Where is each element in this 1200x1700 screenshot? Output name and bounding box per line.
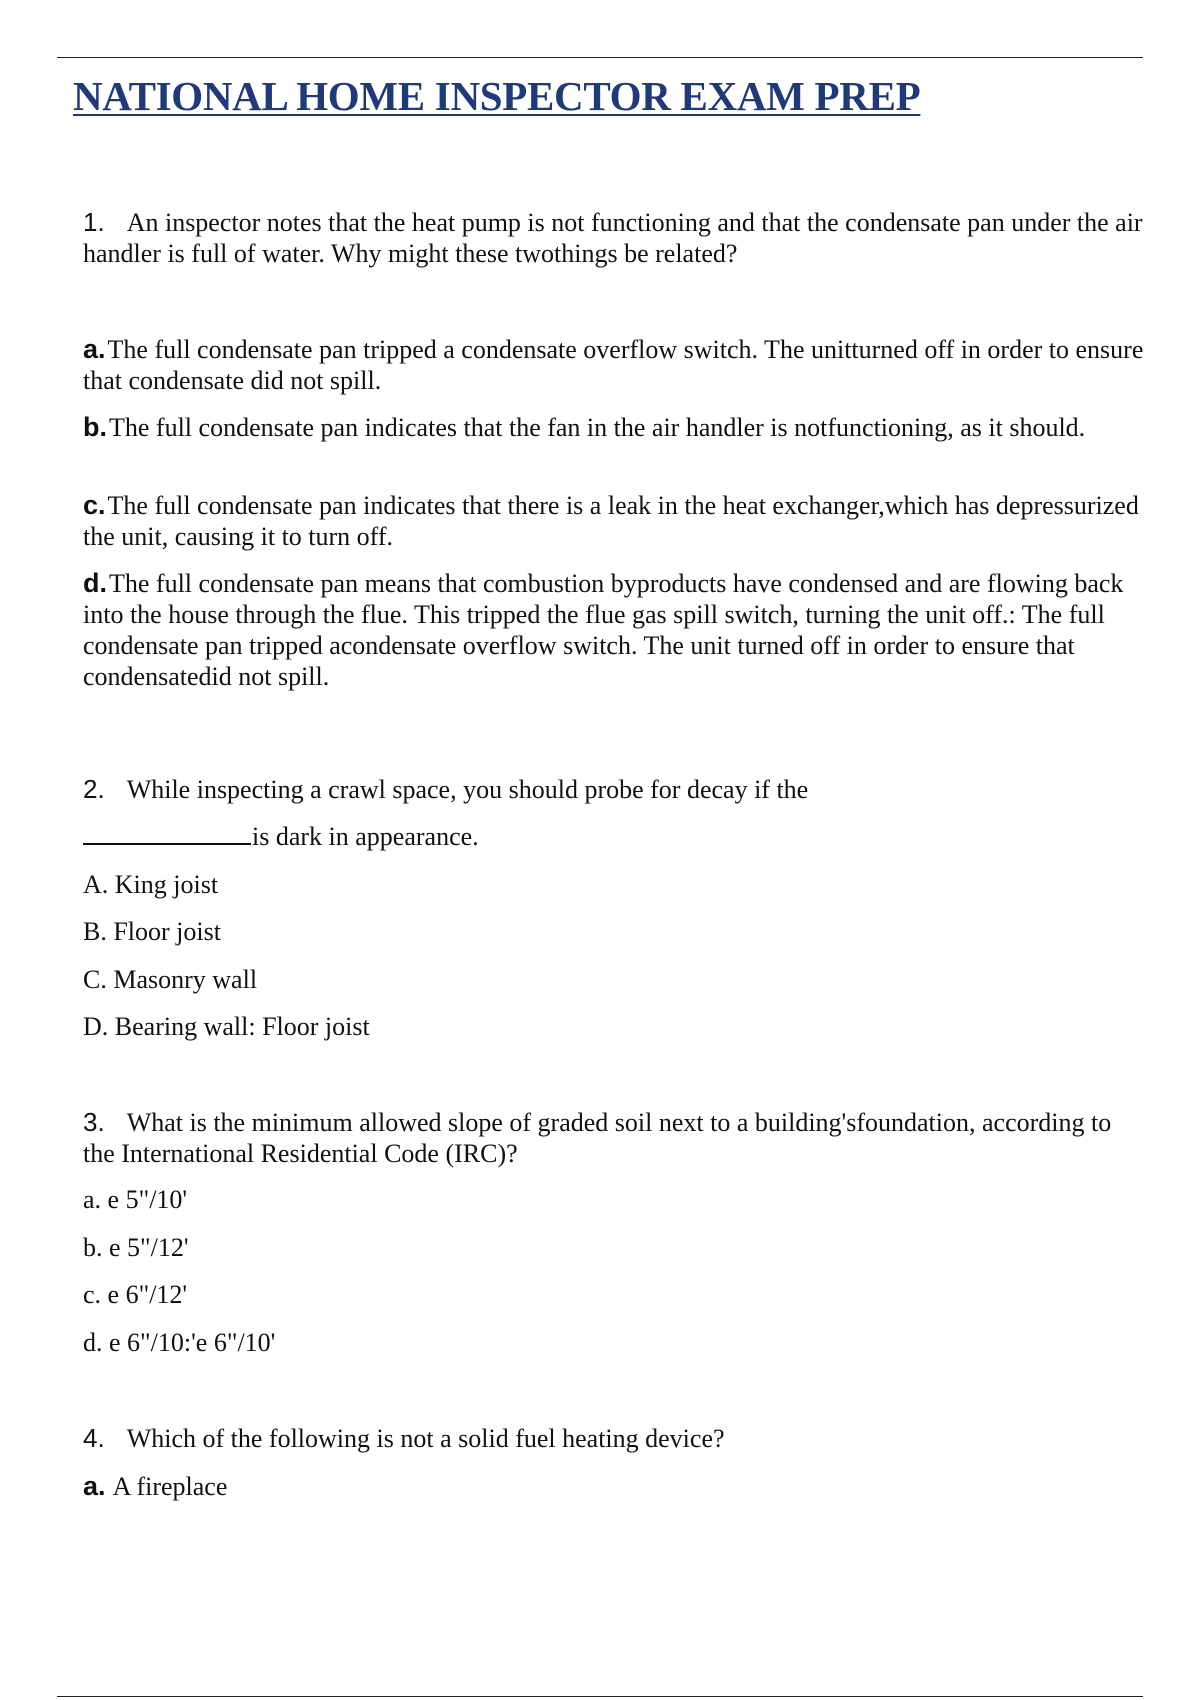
bottom-rule: [57, 1696, 1143, 1697]
question-2-option-a: [83, 869, 1148, 900]
question-3-option-b: [83, 1232, 1148, 1263]
option-text: The full condensate pan indicates that there is a leak in the heat exchanger,which has depressurized the unit, causing it to turn off.: [83, 491, 1139, 551]
question-1: [83, 207, 1148, 269]
question-2-option-d: [83, 1011, 1148, 1042]
option-text: A. King joist: [83, 870, 219, 899]
question-number: 2.: [83, 774, 105, 804]
option-text: The full condensate pan indicates that the fan in the air handler is notfunctioning, as it should.: [109, 413, 1086, 442]
question-1-option-a: [83, 334, 1148, 396]
question-3-option-d: [83, 1327, 1148, 1358]
option-letter: a.: [83, 1471, 106, 1501]
question-2-option-c: [83, 964, 1148, 995]
document-title: NATIONAL HOME INSPECTOR EXAM PREP: [73, 73, 921, 119]
option-text: a. e 5"/10': [83, 1185, 188, 1214]
option-text: B. Floor joist: [83, 917, 221, 946]
option-text: The full condensate pan tripped a condensate overflow switch. The unitturned off in order to ensure that condensate did not spill.: [83, 335, 1144, 395]
option-text: C. Masonry wall: [83, 965, 258, 994]
question-text: Which of the following is not a solid fuel heating device?: [126, 1424, 725, 1453]
question-1-option-d: [83, 568, 1148, 692]
question-number: 1.: [83, 207, 105, 237]
question-text: While inspecting a crawl space, you should probe for decay if the: [126, 775, 809, 804]
question-3: [83, 1107, 1148, 1169]
option-text: b. e 5"/12': [83, 1233, 189, 1262]
option-text: The full condensate pan means that combustion byproducts have condensed and are flowing back into the house through the flue. This tripped the flue gas spill switch, turning the unit off.: The full condensate pan tripped acondensate overflow switch. The unit turned off in order to ensure that condensatedid not spill.: [83, 569, 1124, 691]
question-3-option-c: [83, 1279, 1148, 1310]
question-4: [83, 1423, 1148, 1454]
option-letter: d.: [83, 568, 107, 598]
fill-in-blank: [83, 843, 251, 845]
option-letter: a.: [83, 334, 106, 364]
question-4-option-a: [83, 1471, 1148, 1502]
option-letter: b.: [83, 412, 107, 442]
question-2-blank-line: [83, 821, 1148, 852]
option-text: d. e 6"/10:'e 6"/10': [83, 1328, 276, 1357]
option-text: A fireplace: [112, 1472, 228, 1501]
question-text-continued: is dark in appearance.: [252, 822, 479, 851]
question-2-option-b: [83, 916, 1148, 947]
question-1-option-c: [83, 490, 1148, 552]
question-text: What is the minimum allowed slope of graded soil next to a building'sfoundation, according to the International Residential Code (IRC)?: [83, 1108, 1112, 1168]
question-number: 4.: [83, 1423, 105, 1453]
option-text: c. e 6"/12': [83, 1280, 188, 1309]
option-text: D. Bearing wall: Floor joist: [83, 1012, 370, 1041]
question-2: [83, 774, 1148, 805]
top-rule: [57, 57, 1143, 58]
question-3-option-a: [83, 1184, 1148, 1215]
option-letter: c.: [83, 490, 106, 520]
question-text: An inspector notes that the heat pump is not functioning and that the condensate pan under the air handler is full of water. Why might these twothings be related?: [83, 208, 1143, 268]
question-number: 3.: [83, 1107, 105, 1137]
question-1-option-b: [83, 412, 1148, 443]
